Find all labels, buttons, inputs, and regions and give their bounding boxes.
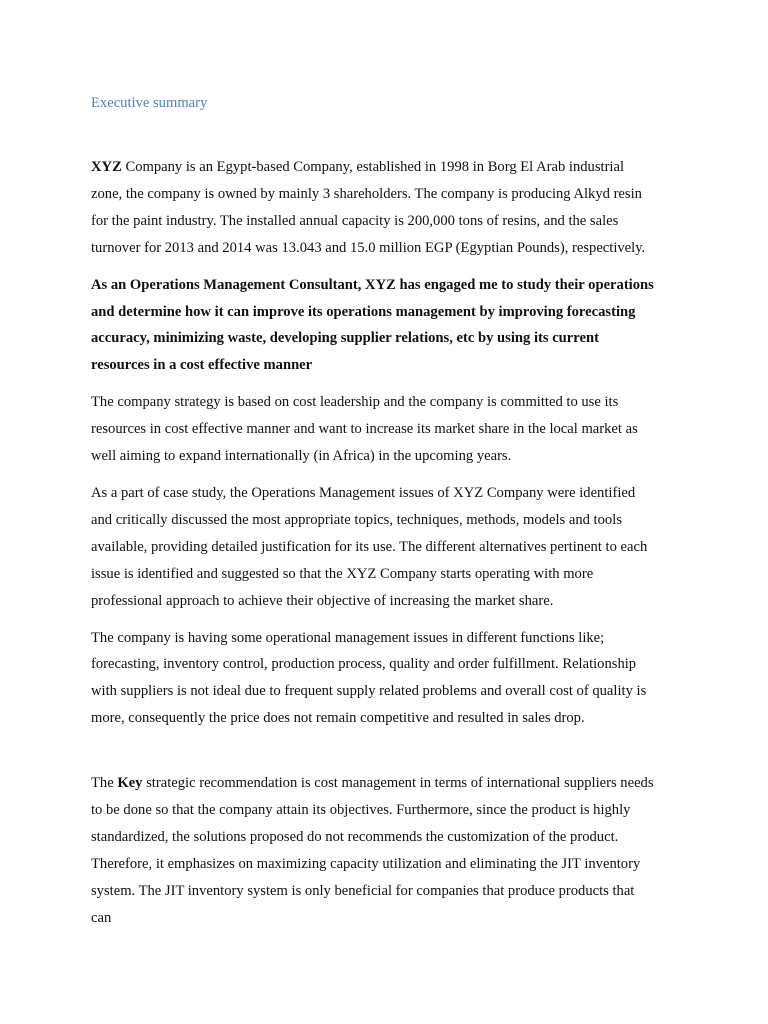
intro-paragraph bbox=[91, 154, 655, 262]
recommendation-pre: The bbox=[91, 775, 118, 792]
key-word: Key bbox=[117, 775, 143, 792]
strategy-paragraph: The company strategy is based on cost leadership and the company is committed to use its resources in cost effective manner and want to increase its market share in the local market as well aiming to expand internationally (in Africa) in the upcoming years. bbox=[91, 394, 638, 465]
company-name: XYZ bbox=[91, 159, 122, 175]
intro-text: Company is an Egypt-based Company, established in 1998 in Borg El Arab industrial zone, the company is owned by mainly 3 shareholders. The company is producing Alkyd resin for the paint industry. The installed annual capacity is 200,000 tons of resins, and the sales turnover for 2013 and 2014 was 13.043 and 15.0 million EGP (Egyptian Pounds), respectively. bbox=[91, 159, 646, 256]
issues-paragraph: The company is having some operational management issues in different functions like; forecasting, inventory control, production process, quality and order fulfillment. Relationship with suppliers is not ideal due to frequent supply related problems and overall cost of quality is more, consequently the price does not remain competitive and resulted in sales drop. bbox=[91, 629, 647, 727]
recommendation-text: strategic recommendation is cost management in terms of international suppliers needs to be done so that the company attain its objectives. Furthermore, since the product is highly standardized, the solutions proposed do not recommends the customization of the product. Therefore, it emphasizes on maximizing capacity utilization and eliminating the JIT inventory system. The JIT inventory system is only beneficial for companies that produce products that can bbox=[91, 775, 654, 926]
recommendation-paragraph bbox=[91, 770, 655, 931]
case-study-paragraph: As a part of case study, the Operations Management issues of XYZ Company were identified and critically discussed the most appropriate topics, techniques, methods, models and tools available, providing detailed justification for its use. The different alternatives pertinent to each issue is identified and suggested so that the XYZ Company starts operating with more professional approach to achieve their objective of increasing the market share. bbox=[91, 484, 648, 609]
section-heading: Executive summary bbox=[91, 95, 208, 111]
engagement-paragraph: As an Operations Management Consultant, XYZ has engaged me to study their operations and determine how it can improve its operations management by improving forecasting accuracy, minimizing waste, developing supplier relations, etc by using its current resources in a cost effective manner bbox=[91, 276, 654, 374]
document-content bbox=[91, 92, 655, 942]
